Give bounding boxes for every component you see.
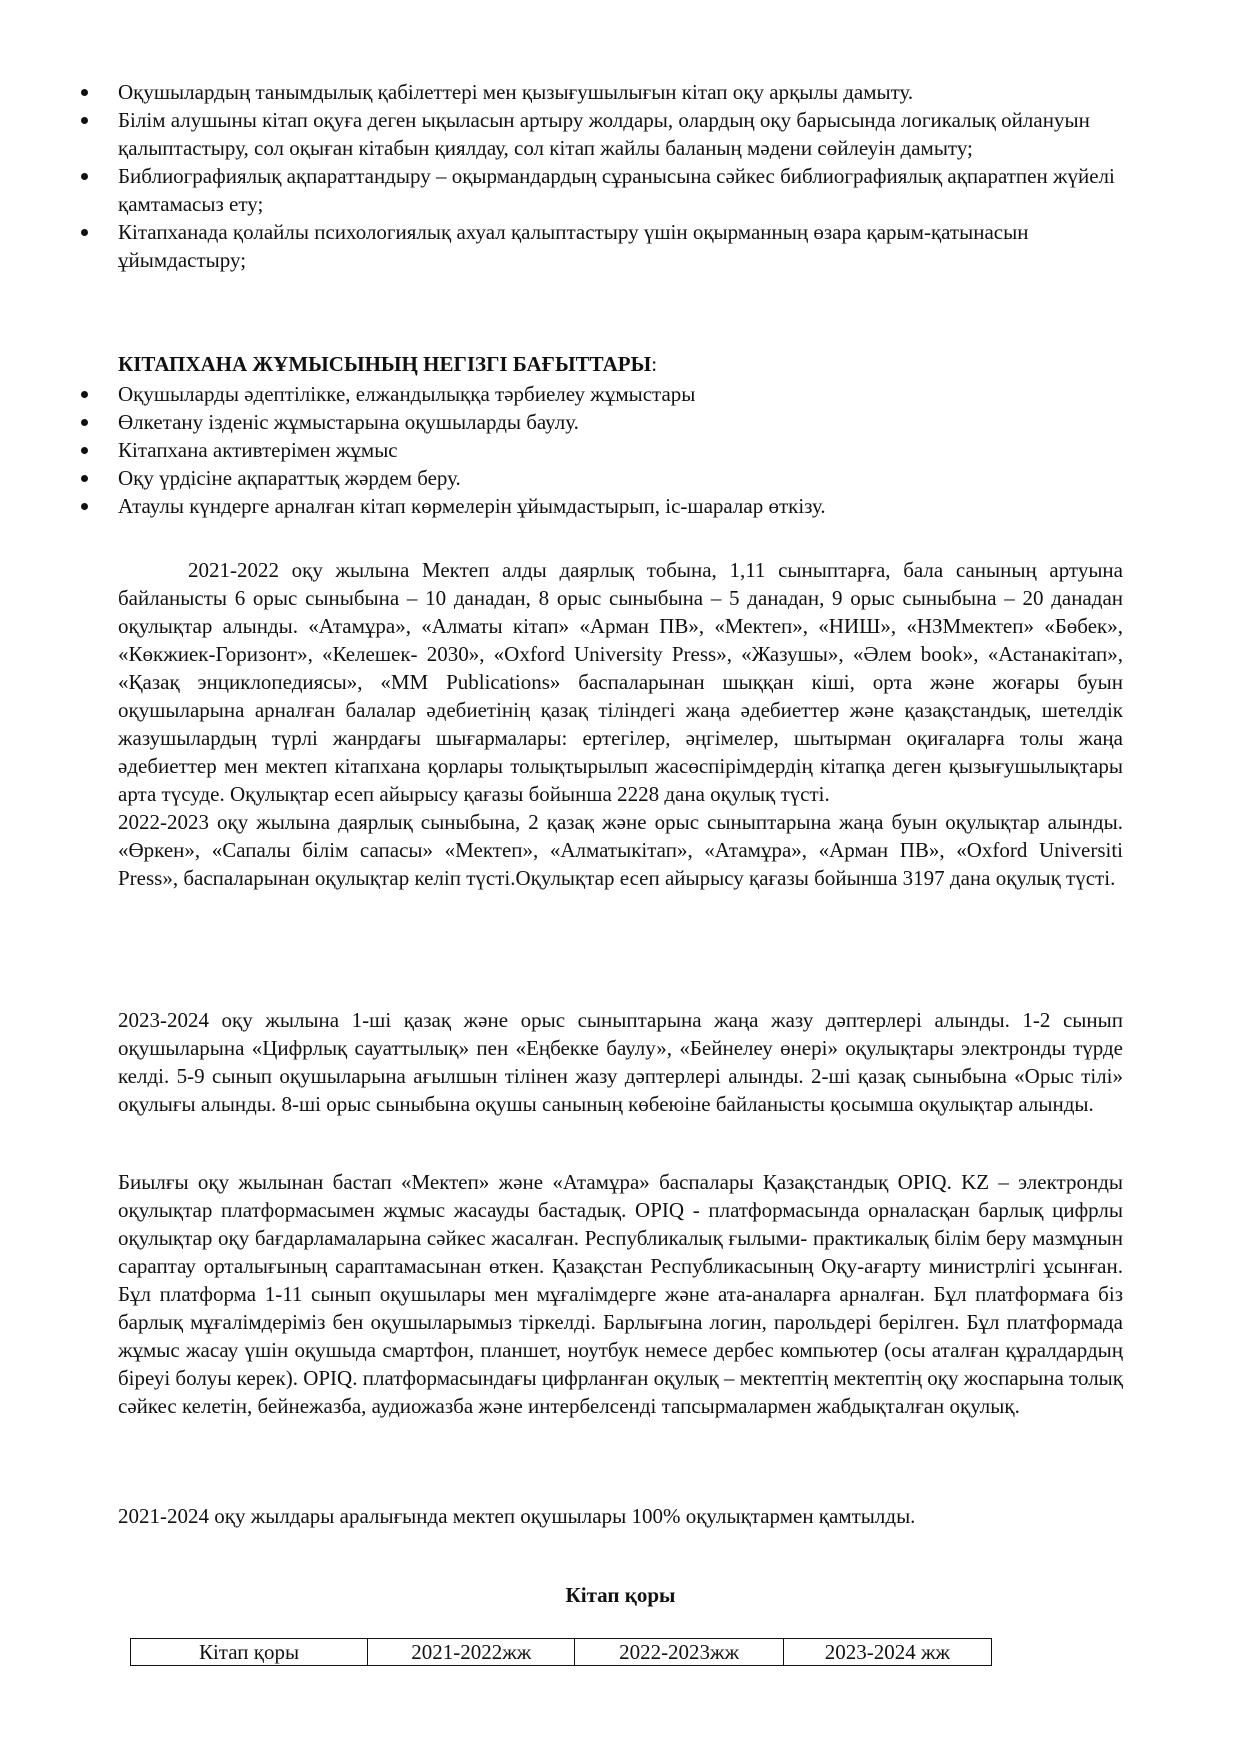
table-header-cell: Кітап қоры — [131, 1639, 368, 1666]
bullet-icon — [81, 503, 88, 510]
goal-text: Оқушылардың танымдылық қабілеттері мен қызығушылығын кітап оқу арқылы дамыту. — [118, 80, 914, 104]
bullet-icon — [81, 419, 88, 426]
opiq-section — [118, 1168, 1123, 1420]
directions-heading-line — [118, 350, 1123, 378]
paragraph-2022: 2022-2023 оқу жылына даярлық сыныбына, 2 қазақ және орыс сыныптарына жаңа буын оқулықтар алынды. «Өркен», «Сапалы білім сапасы» «Мектеп», «Алматыкітап», «Атамұра», «Арман ПВ», «Oxford Universiti Press», баспаларынан оқулықтар келіп түсті.Оқулықтар есеп айырысу қағазы бойынша 3197 дана оқулық түсті. — [118, 810, 1123, 890]
direction-item — [118, 408, 1123, 436]
bullet-icon — [81, 173, 88, 180]
table-header-cell: 2022-2023жж — [575, 1639, 783, 1666]
table-header-cell: 2021-2022жж — [368, 1639, 575, 1666]
goals-section — [118, 78, 1123, 274]
directions-section — [118, 350, 1123, 520]
book-fund-table — [130, 1638, 992, 1666]
direction-text: Оқу үрдісіне ақпараттық жәрдем беру. — [118, 466, 461, 490]
directions-heading-suffix: : — [651, 352, 658, 376]
bullet-icon — [81, 447, 88, 454]
goal-item — [118, 106, 1123, 162]
directions-list — [118, 380, 1123, 520]
direction-item — [118, 492, 1123, 520]
direction-text: Өлкетану ізденіс жұмыстарына оқушыларды баулу. — [118, 410, 579, 434]
paragraph-opiq: Биылғы оқу жылынан бастап «Мектеп» және «Атамұра» баспалары Қазақстандық OPIQ. KZ – электронды оқулықтар платформасымен жұмыс жасауды бастадық. OPIQ - платформасында орналасқан барлық цифрлы оқулықтар оқу бағдарламаларына сәйкес жасалған. Республикалық ғылыми- практикалық білім беру мазмұнын сараптау орталығының сараптамасынан өткен. Қазақстан Республикасының Оқу-ағарту министрлігі ұсынған. Бұл платформа 1-11 сынып оқушылары мен мұғалімдерге және ата-аналарға арналған. Бұл платформаға біз барлық мұғалімдеріміз бен оқушыларымыз тіркелді. Барлығына логин, парольдері берілген. Бұл платформада жұмыс жасау үшін оқушыда смартфон, планшет, ноутбук немесе дербес компьютер (осы аталған құралдардың біреуі болуы керек). OPIQ. платформасындағы цифрланған оқулық – мектептің мектептің оқу жоспарына толық сәйкес келетін, бейнежазба, аудиожазба және интербелсенді тапсырмалармен жабдықталған оқулық. — [118, 1170, 1123, 1418]
goal-text: Библиографиялық ақпараттандыру – оқырмандардың сұранысына сәйкес библиографиялық ақпаратпен жүйелі қамтамасыз ету; — [118, 164, 1115, 216]
goal-item — [118, 78, 1123, 106]
goal-text: Білім алушыны кітап оқуға деген ықыласын артыру жолдары, олардың оқу барысында логикалық ойлануын қалыптастыру, сол оқыған кітабын қиялдау, сол кітап жайлы баланың мәдени сөйлеуін дамыту; — [118, 108, 1090, 160]
directions-heading: КІТАПХАНА ЖҰМЫСЫНЫҢ НЕГІЗГІ БАҒЫТТАРЫ — [118, 352, 652, 376]
table-header-row — [131, 1639, 992, 1666]
direction-item — [118, 380, 1123, 408]
goal-item — [118, 162, 1123, 218]
direction-text: Кітапхана активтерімен жұмыс — [118, 438, 398, 462]
direction-item — [118, 436, 1123, 464]
goal-text: Кітапханада қолайлы психологиялық ахуал қалыптастыру үшін оқырманның өзара қарым-қатынасын ұйымдастыру; — [118, 220, 1029, 272]
goal-item — [118, 218, 1123, 274]
bullet-icon — [81, 391, 88, 398]
summary-section — [118, 1502, 1123, 1530]
paragraph-2021: 2021-2022 оқу жылына Мектеп алды даярлық тобына, 1,11 сыныптарға, бала санының артуына байланысты 6 орыс сыныбына – 10 данадан, 8 орыс сыныбына – 5 данадан, 9 орыс сыныбына – 20 данадан оқулықтар алынды. «Атамұра», «Алматы кітап» «Арман ПВ», «Мектеп», «НИШ», «НЗМмектеп» «Бөбек», «Көкжиек-Горизонт», «Келешек- 2030», «Oxford University Press», «Жазушы», «Әлем book», «Астанакітап», «Қазақ энциклопедиясы», «ММ Publications» баспаларынан шыққан кіші, орта және жоғары буын оқушыларына арналған балалар әдебиетінің қазақ тіліндегі жаңа әдебиеттер және қазақстандық, шетелдік жазушылардың түрлі жанрдағы шығармалары: ертегілер, әңгімелер, шытырман оқиғаларға толы жаңа әдебиеттер мен мектеп кітапхана қорлары толықтырылып жасөспірімдердің кітапқа деген қызығушылықтары арта түсуде. Оқулықтар есеп айырысу қағазы бойынша 2228 дана оқулық түсті. — [118, 558, 1123, 806]
paragraph-2023: 2023-2024 оқу жылына 1-ші қазақ және орыс сыныптарына жаңа жазу дәптерлері алынды. 1-2 сынып оқушыларына «Цифрлық сауаттылық» пен «Еңбекке баулу», «Бейнелеу өнері» оқулықтары электронды түрде келді. 5-9 сынып оқушыларына ағылшын тілінен жазу дәптерлері алынды. 2-ші қазақ сыныбына «Орыс тілі» оқулығы алынды. 8-ші орыс сыныбына оқушы санының көбеюіне байланысты қосымша оқулықтар алынды. — [118, 1008, 1123, 1116]
report-2023-section — [118, 1006, 1123, 1118]
table-header-cell: 2023-2024 жж — [783, 1639, 991, 1666]
paragraph-summary: 2021-2024 оқу жылдары аралығында мектеп оқушылары 100% оқулықтармен қамтылды. — [118, 1504, 916, 1528]
direction-text: Атаулы күндерге арналған кітап көрмелерін ұйымдастырып, іс-шаралар өткізу. — [118, 494, 826, 518]
direction-text: Оқушыларды әдептілікке, елжандылыққа тәрбиелеу жұмыстары — [118, 382, 696, 406]
bullet-icon — [81, 229, 88, 236]
direction-item — [118, 464, 1123, 492]
bullet-icon — [81, 89, 88, 96]
report-2021-section — [118, 556, 1123, 892]
goals-list — [118, 78, 1123, 274]
table-title: Кітап қоры — [565, 1583, 676, 1607]
bullet-icon — [81, 117, 88, 124]
bullet-icon — [81, 475, 88, 482]
